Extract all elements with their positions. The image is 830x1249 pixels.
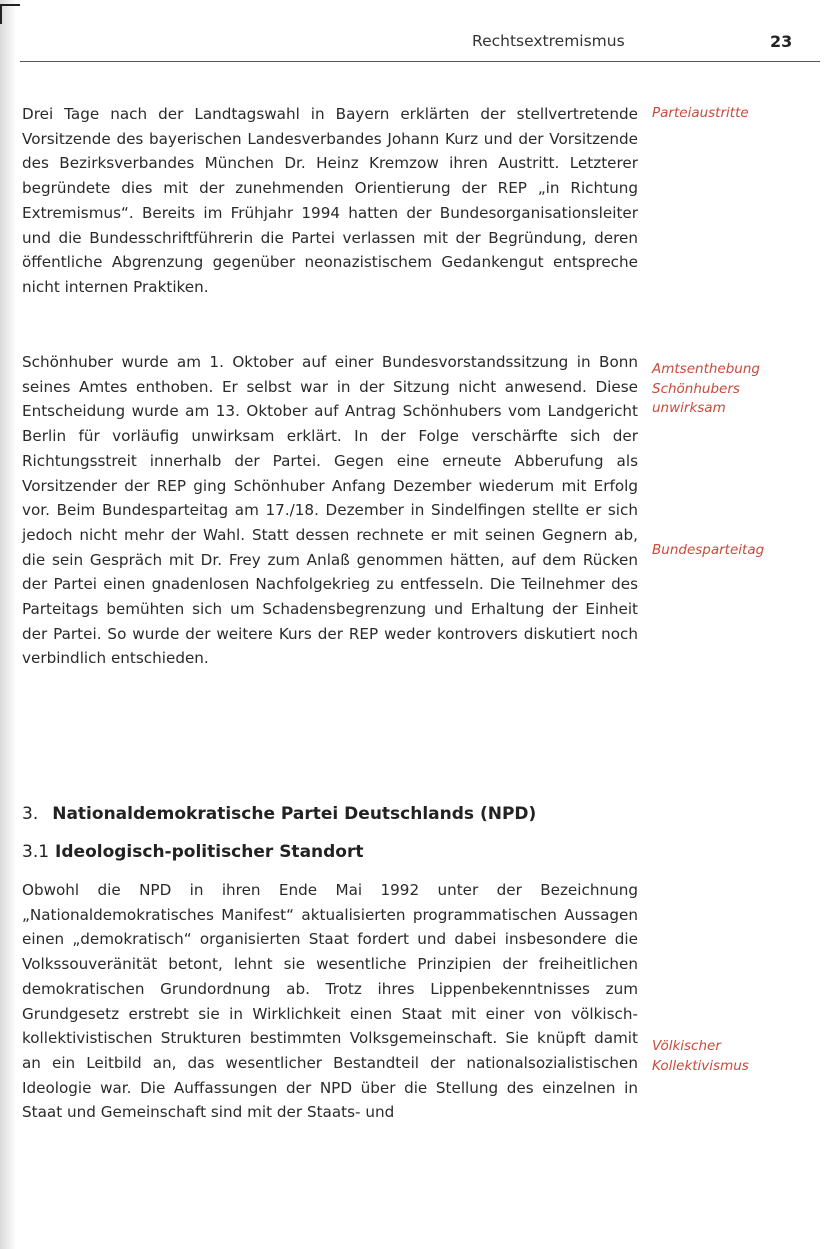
margin-note-line: Bundesparteitag xyxy=(652,542,765,558)
paragraph-parteiaustritte: Drei Tage nach der Landtagswahl in Bayern erklärten der stellvertretende Vorsitzende des bayerischen Landesverbandes Johann Kurz und der Vorsitzende des Bezirksverbandes München Dr. Heinz Kremzow ihren Austritt. Letzterer begründete dies mit der zunehmenden Orientierung der REP „in Richtung Extremismus“. Bereits im Frühjahr 1994 hatten der Bundesorganisationsleiter und die Bundesschriftführerin die Partei verlassen mit der Begründung, deren öffentliche Abgrenzung gegenüber neonazistischem Gedankengut entspreche nicht internen Praktiken. xyxy=(22,105,638,296)
margin-note-parteiaustritte xyxy=(652,104,822,124)
section-title: Nationaldemokratische Partei Deutschlands (NPD) xyxy=(52,804,537,824)
running-title: Rechtsextremismus xyxy=(472,32,625,50)
margin-note-line: Kollektivismus xyxy=(652,1057,749,1074)
subsection-title: Ideologisch-politischer Standort xyxy=(55,842,364,862)
margin-note-line: Amtsenthebung xyxy=(652,361,760,377)
margin-note-line: Völkischer xyxy=(652,1038,721,1054)
margin-note-kollektivismus xyxy=(652,1037,822,1076)
margin-note-amtsenthebung xyxy=(652,360,822,419)
header-rule xyxy=(20,61,820,62)
subsection-heading xyxy=(22,842,364,862)
page-binding-shadow xyxy=(0,0,16,1249)
margin-note-line: Parteiaustritte xyxy=(652,105,749,121)
paragraph-npd-standort: Obwohl die NPD in ihren Ende Mai 1992 unter der Bezeichnung „Nationaldemokratisches Manifest“ aktualisierten programmatischen Aussagen einen „demokratisch“ organisierten Staat fordert und dabei insbesondere die Volkssouveränität betont, lehnt sie wesentliche Prinzipien der freiheitlichen demokratischen Grundordnung ab. Trotz ihres Lippenbekenntnisses zum Grundgesetz erstrebt sie in Wirklichkeit einen Staat mit einer von völkisch-kollektivistischen Strukturen bestimmten Volksgemeinschaft. Sie knüpft damit an ein Leitbild an, das wesentlicher Bestandteil der nationalsozialistischen Ideologie war. Die Auffassungen der NPD über die Stellung des einzelnen in Staat und Gemeinschaft sind mit der Staats- und xyxy=(22,881,638,1122)
crop-mark xyxy=(0,4,20,6)
margin-note-bundesparteitag xyxy=(652,541,822,561)
subsection-number: 3.1 xyxy=(22,842,50,862)
page-number: 23 xyxy=(770,32,793,51)
crop-mark xyxy=(0,4,2,24)
margin-note-line: Schönhubers xyxy=(652,380,740,397)
paragraph-amtsenthebung: Schönhuber wurde am 1. Oktober auf einer Bundesvorstandssitzung in Bonn seines Amtes enthoben. Er selbst war in der Sitzung nicht anwesend. Diese Entscheidung wurde am 13. Oktober auf Antrag Schönhubers vom Landgericht Berlin für vorläufig unwirksam erklärt. In der Folge verschärfte sich der Richtungsstreit innerhalb der Partei. Gegen eine erneute Abberufung als Vorsitzender der REP ging Schönhuber Anfang Dezember wiederum mit Erfolg vor. Beim Bundesparteitag am 17./18. Dezember in Sindelfingen stellte er sich jedoch nicht mehr der Wahl. Statt dessen rechnete er mit seinen Gegnern ab, die sein Gespräch mit Dr. Frey zum Anlaß genommen hätten, auf dem Rücken der Partei einen gnadenlosen Nachfolgekrieg zu entfesseln. Die Teilnehmer des Parteitags bemühten sich um Schadensbegrenzung und Erhaltung der Einheit der Partei. So wurde der weitere Kurs der REP weder kontrovers diskutiert noch verbindlich entschieden. xyxy=(22,353,638,668)
section-number: 3. xyxy=(22,804,39,824)
section-heading xyxy=(22,804,536,824)
margin-note-line: unwirksam xyxy=(652,400,726,416)
